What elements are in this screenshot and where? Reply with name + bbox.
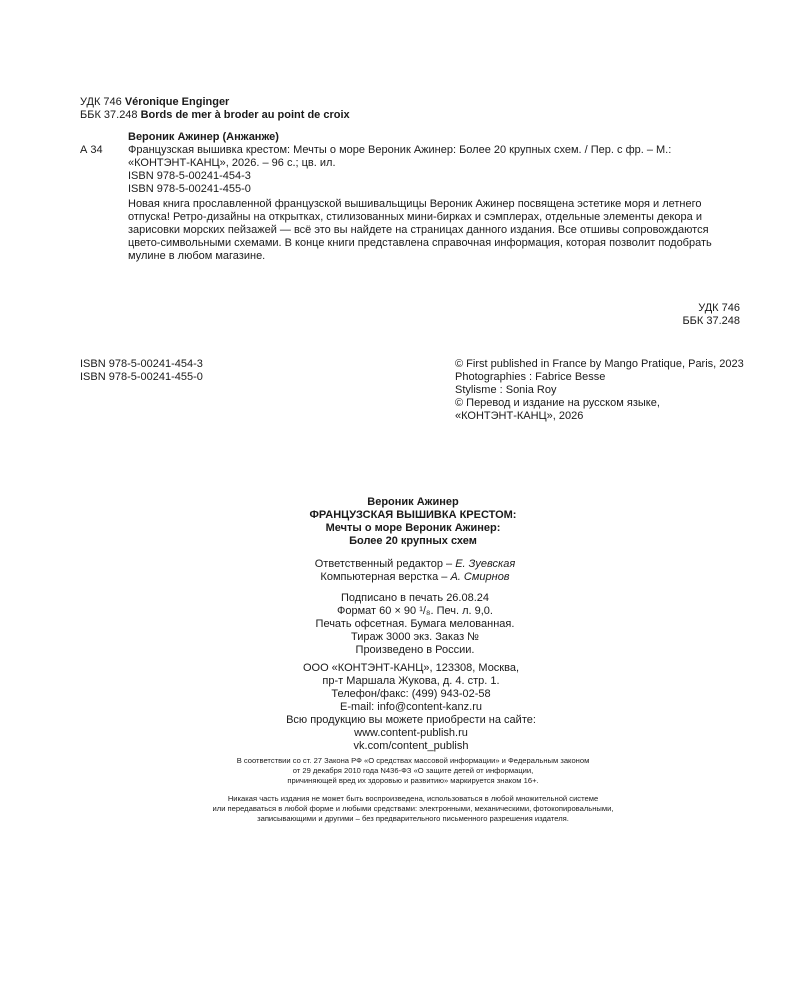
isbn-block [80, 358, 203, 384]
udk-author: Véronique Enginger [124, 96, 230, 108]
copyright-line: Stylisme : Sonia Roy [455, 384, 557, 396]
imprint-title: ФРАНЦУЗСКАЯ ВЫШИВКА КРЕСТОМ: [309, 509, 517, 521]
catalog-description [128, 144, 671, 170]
udk-line [80, 96, 350, 109]
layout-name: А. Смирнов [450, 571, 510, 583]
copyright-line: «КОНТЭНТ-КАНЦ», 2026 [455, 410, 584, 422]
right-udk: УДК 746 [698, 302, 740, 314]
annotation-line: отпуска! Ретро-дизайны на открытках, стилизованных мини-бирках и сэмплерах, отдельные элементы декора и [128, 211, 702, 223]
catalog-isbn: ISBN 978-5-00241-454-3 [128, 170, 251, 182]
udk-label: УДК 746 [80, 96, 122, 108]
copyright-line: Photographies : Fabrice Besse [455, 371, 606, 383]
copyright-line: © Перевод и издание на русском языке, [455, 397, 660, 409]
imprint-print-info [0, 592, 800, 657]
legal-notice-age [0, 756, 800, 786]
catalog-annotation [128, 198, 712, 263]
editor-label: Ответственный редактор – [314, 558, 456, 570]
right-codes [682, 302, 740, 328]
contact-line: ООО «КОНТЭНТ-КАНЦ», 123308, Москва, [302, 662, 520, 674]
catalog-desc-line: Французская вышивка крестом: Мечты о море Вероник Ажинер: Более 20 крупных схем. / Пер. с фр. – М.: [128, 144, 672, 156]
catalog-desc-line: «КОНТЭНТ-КАНЦ», 2026. – 96 с.; цв. ил. [128, 157, 336, 169]
editor-name: Е. Зуевская [455, 558, 516, 570]
top-header [80, 96, 350, 122]
print-info-line: Формат 60 × 90 ¹/₈. Печ. л. 9,0. [337, 605, 493, 617]
legal-line: В соответствии со ст. 27 Закона РФ «О средствах массовой информации» и Федеральным законом [236, 756, 590, 765]
print-info-line: Произведено в России. [355, 644, 475, 656]
imprint-title: Мечты о море Вероник Ажинер: [325, 522, 501, 534]
annotation-line: зарисовки морских пейзажей — всё это вы найдете на страницах данного издания. Все отшивы сопровождаются [128, 224, 709, 236]
bbk-line [80, 109, 350, 122]
annotation-line: мулине в любом магазине. [128, 250, 266, 262]
print-info-line: Печать офсетная. Бумага мелованная. [315, 618, 515, 630]
legal-line: причиняющей вред их здоровью и развитию» маркируется знаком 16+. [287, 776, 539, 785]
imprint-contacts [0, 662, 800, 753]
contact-line: E-mail: info@content-kanz.ru [339, 701, 482, 713]
right-bbk: ББК 37.248 [682, 315, 740, 327]
print-info-line: Подписано в печать 26.08.24 [340, 592, 490, 604]
catalog-isbn: ISBN 978-5-00241-455-0 [128, 183, 251, 195]
bbk-label: ББК 37.248 [80, 109, 138, 121]
editor-credit [0, 558, 800, 571]
copyright-block [455, 358, 744, 423]
contact-line: vk.com/content_publish [353, 740, 469, 752]
layout-label: Компьютерная верстка – [320, 571, 451, 583]
contact-line: www.content-publish.ru [354, 727, 468, 739]
layout-credit [0, 571, 800, 584]
catalog-code: А 34 [80, 144, 103, 156]
legal-line: от 29 декабря 2010 года N436-ФЗ «О защите детей от информации, [292, 766, 534, 775]
imprint-title: Более 20 крупных схем [349, 535, 477, 547]
bbk-title: Bords de mer à broder au point de croix [140, 109, 350, 121]
catalog-author-heading: Вероник Ажинер (Анжанже) [128, 131, 279, 143]
legal-notice-rights [0, 794, 800, 824]
catalog-isbn-list [128, 170, 251, 196]
isbn-line: ISBN 978-5-00241-455-0 [80, 371, 203, 383]
imprint-credits [0, 558, 800, 584]
imprint-title-block [0, 496, 800, 548]
imprint-author: Вероник Ажинер [367, 496, 459, 508]
contact-line: пр-т Маршала Жукова, д. 4. стр. 1. [322, 675, 500, 687]
legal-line: Никакая часть издания не может быть воспроизведена, использоваться в любой множительной системе [227, 794, 599, 803]
contact-line: Всю продукцию вы можете приобрести на сайте: [286, 714, 536, 726]
copyright-line: © First published in France by Mango Pratique, Paris, 2023 [455, 358, 744, 370]
contact-line: Телефон/факс: (499) 943-02-58 [331, 688, 491, 700]
annotation-line: Новая книга прославленной французской вышивальщицы Вероник Ажинер посвящена эстетике моря и летнего [128, 198, 702, 210]
annotation-line: цвето-символьными схемами. В конце книги представлена справочная информация, которая позволит подобрать [128, 237, 712, 249]
isbn-line: ISBN 978-5-00241-454-3 [80, 358, 203, 370]
print-info-line: Тираж 3000 экз. Заказ № [351, 631, 479, 643]
legal-line: записывающими и другими – без предварительного письменного разрешения издателя. [257, 814, 569, 823]
legal-line: или передаваться в любой форме и любыми средствами: электронными, механическими, фотокопировальными, [212, 804, 614, 813]
